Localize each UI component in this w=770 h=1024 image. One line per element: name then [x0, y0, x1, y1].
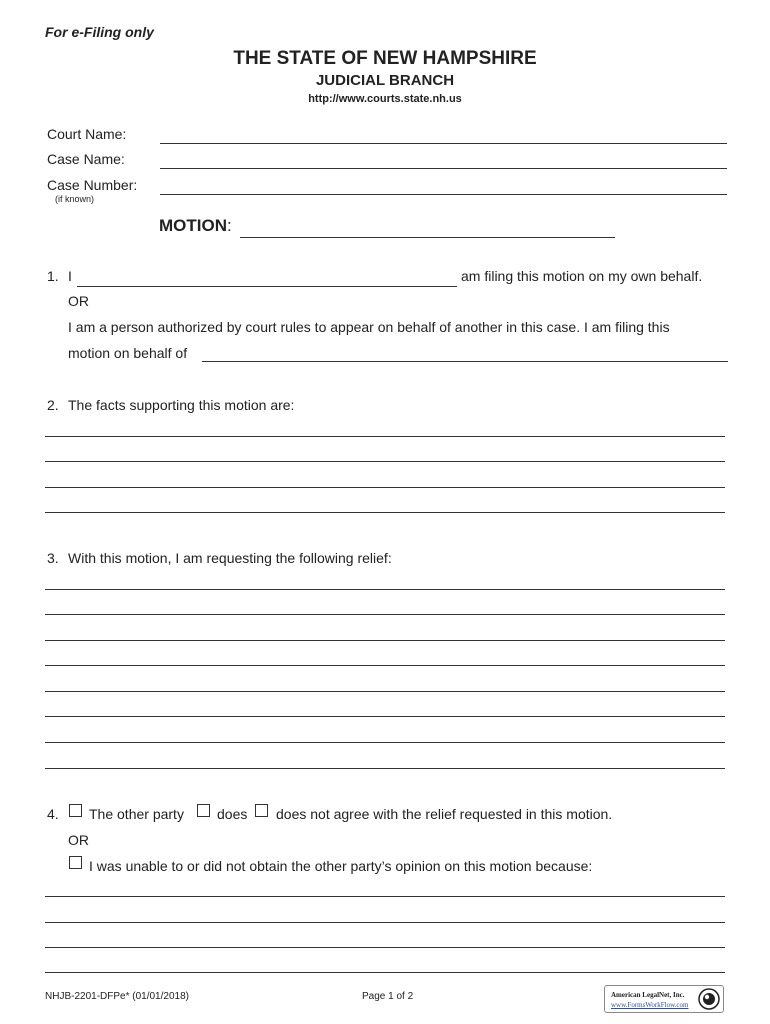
case-number-label: Case Number: [47, 177, 138, 193]
relief-line[interactable] [45, 640, 725, 641]
facts-line[interactable] [45, 436, 725, 437]
reason-line[interactable] [45, 947, 725, 948]
motion-heading [159, 216, 232, 236]
section2-number: 2. [47, 397, 59, 413]
relief-line[interactable] [45, 665, 725, 666]
behalf-of-field[interactable] [202, 341, 728, 362]
court-url: http://www.courts.state.nh.us [308, 93, 462, 105]
relief-line[interactable] [45, 768, 725, 769]
section4-number: 4. [47, 806, 59, 822]
facts-line[interactable] [45, 461, 725, 462]
court-name-field[interactable] [160, 123, 727, 144]
branch-title: JUDICIAL BRANCH [315, 72, 455, 89]
motion-title-field[interactable] [240, 217, 615, 238]
case-number-field[interactable] [160, 174, 727, 195]
unable-checkbox[interactable] [69, 856, 82, 869]
does-not-checkbox[interactable] [255, 804, 268, 817]
motion-label: MOTION [159, 216, 227, 235]
behalf-of-label: motion on behalf of [68, 345, 188, 361]
page-number: Page 1 of 2 [362, 991, 414, 1002]
vendor-logo [604, 985, 724, 1013]
vendor-name: American LegalNet, Inc. [611, 991, 685, 999]
motion-colon: : [227, 216, 232, 235]
section4-or: OR [68, 832, 89, 848]
section1-i: I [68, 268, 72, 284]
court-name-label: Court Name: [47, 126, 127, 142]
vendor-url[interactable]: www.FormsWorkFlow.com [611, 1001, 689, 1009]
case-name-field[interactable] [160, 148, 727, 169]
case-name-label: Case Name: [47, 151, 125, 167]
relief-line[interactable] [45, 716, 725, 717]
facts-label: The facts supporting this motion are: [68, 397, 295, 413]
section1-or: OR [68, 293, 89, 309]
relief-line[interactable] [45, 614, 725, 615]
relief-line[interactable] [45, 742, 725, 743]
state-title: THE STATE OF NEW HAMPSHIRE [233, 48, 537, 69]
relief-label: With this motion, I am requesting the following relief: [68, 550, 392, 566]
other-party-checkbox[interactable] [69, 804, 82, 817]
relief-line[interactable] [45, 589, 725, 590]
facts-line[interactable] [45, 487, 725, 488]
relief-line[interactable] [45, 691, 725, 692]
efiling-note: For e-Filing only [45, 24, 154, 40]
reason-line[interactable] [45, 896, 725, 897]
does-not-text: does not agree with the relief requested in this motion. [276, 806, 613, 822]
vendor-emblem-icon [698, 988, 720, 1010]
facts-line[interactable] [45, 512, 725, 513]
reason-line[interactable] [45, 972, 725, 973]
does-checkbox[interactable] [197, 804, 210, 817]
unable-text: I was unable to or did not obtain the other party’s opinion on this motion because: [89, 858, 593, 874]
section1-number: 1. [47, 268, 59, 284]
other-party-text: The other party [89, 806, 184, 822]
reason-line[interactable] [45, 922, 725, 923]
own-behalf-text: am filing this motion on my own behalf. [461, 268, 703, 284]
authorized-text: I am a person authorized by court rules to appear on behalf of another in this case. I am filing this [68, 319, 670, 335]
section3-number: 3. [47, 550, 59, 566]
if-known-note: (if known) [55, 194, 95, 204]
form-id: NHJB-2201-DFPe* (01/01/2018) [45, 991, 189, 1002]
filer-name-field[interactable] [77, 266, 457, 287]
does-text: does [217, 806, 248, 822]
